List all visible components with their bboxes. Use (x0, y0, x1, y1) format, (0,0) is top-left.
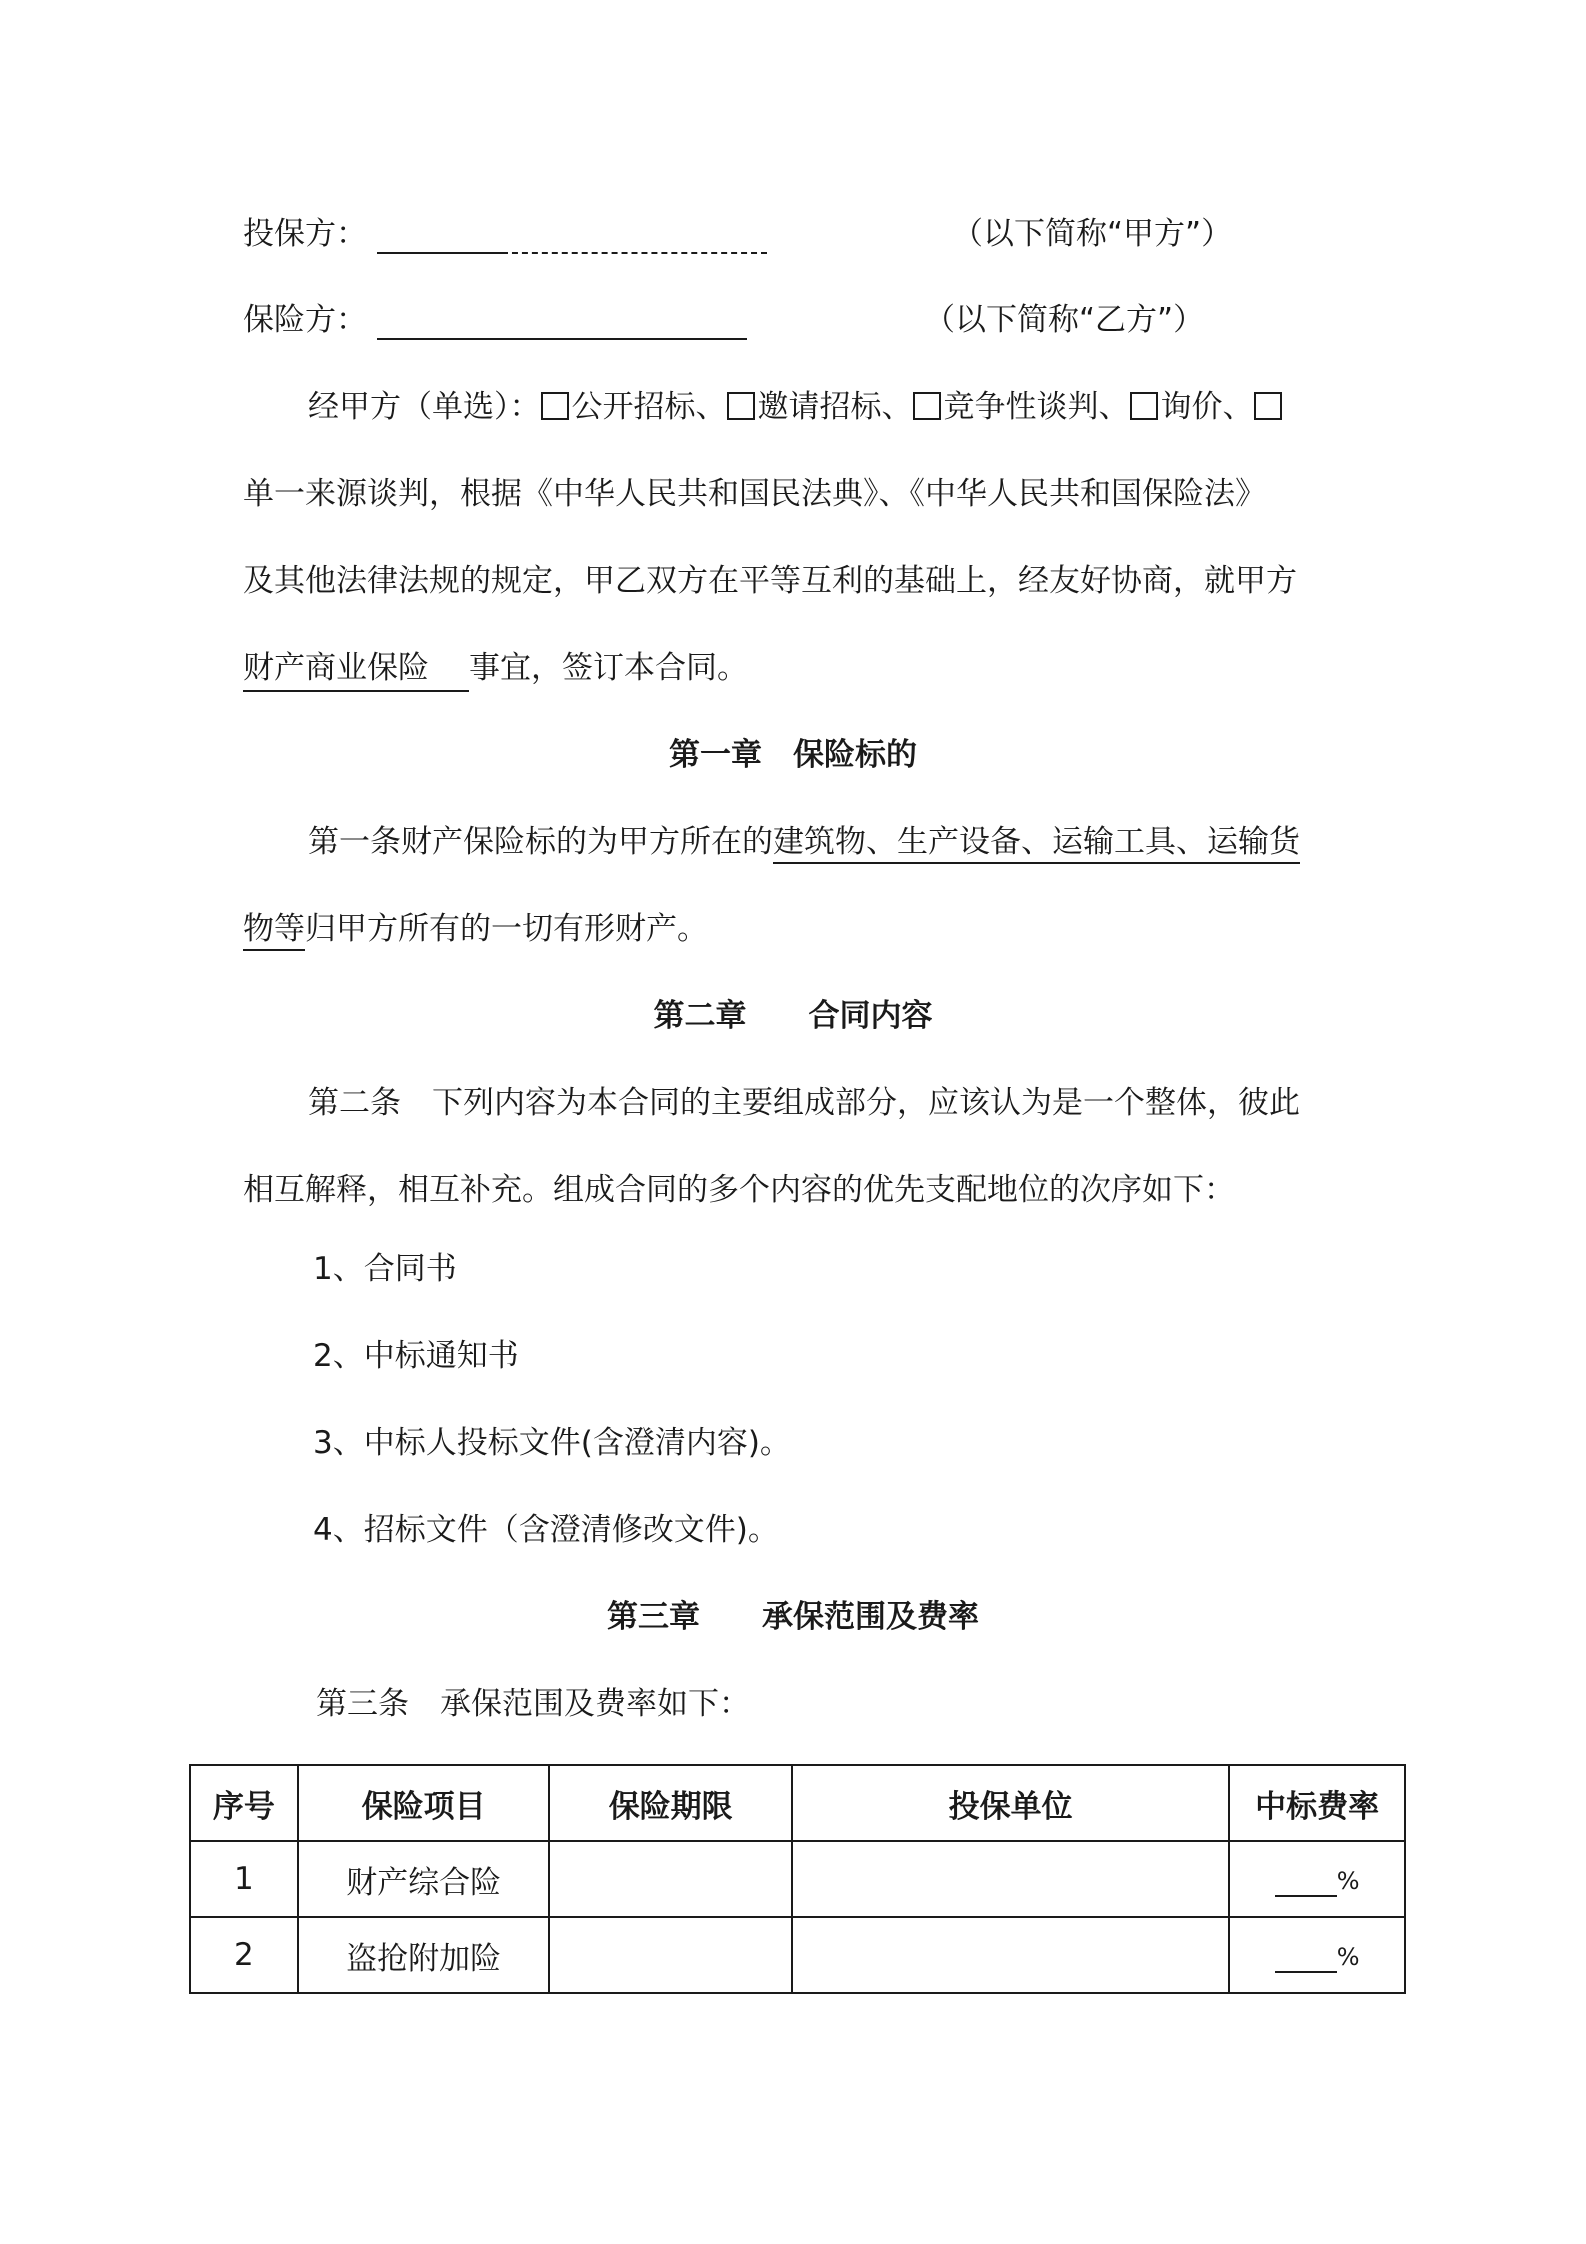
article-2-line-2: 相互解释，相互补充。组成合同的多个内容的优先支配地位的次序如下： (243, 1172, 1235, 1208)
option-checkbox-open-tender[interactable] (541, 392, 569, 420)
option-label-inquiry: 询价、 (1160, 389, 1254, 425)
cell-unit[interactable] (792, 1841, 1229, 1917)
intro-line-3: 及其他法律法规的规定，甲乙双方在平等互利的基础上，经友好协商，就甲方 (243, 563, 1297, 599)
article-1-line-2-underlined: 物等 (243, 911, 305, 951)
intro-line-1 (308, 387, 1285, 427)
percent-sign: % (1336, 1943, 1360, 1971)
party-b-line (243, 300, 747, 340)
list-item: 1、合同书 (313, 1251, 457, 1287)
party-a-line (243, 214, 767, 254)
party-b-label: 保险方： (243, 302, 367, 338)
article-1-prefix: 第一条财产保险标的为甲方所在的 (308, 824, 773, 860)
article-1-underlined: 建筑物、生产设备、运输工具、运输货 (773, 824, 1300, 864)
list-item: 3、中标人投标文件(含澄清内容)。 (313, 1425, 791, 1461)
party-a-label: 投保方： (243, 216, 367, 252)
intro-line-4 (243, 648, 748, 692)
option-label-invited-tender: 邀请招标、 (757, 389, 913, 425)
header-rate: 中标费率 (1229, 1765, 1405, 1841)
coverage-table (189, 1764, 1406, 1994)
insurance-subject: 财产商业保险 (243, 648, 469, 692)
article-1-line-1 (308, 822, 1300, 862)
cell-item: 财产综合险 (298, 1841, 550, 1917)
header-item: 保险项目 (298, 1765, 550, 1841)
party-b-suffix: （以下简称“乙方”） (924, 302, 1205, 338)
cell-period[interactable] (549, 1917, 792, 1993)
percent-sign: % (1336, 1867, 1360, 1895)
article-1-line-2 (243, 909, 708, 949)
option-checkbox-invited-tender[interactable] (727, 392, 755, 420)
table-row (190, 1917, 1405, 1993)
rate-blank[interactable] (1275, 1943, 1337, 1973)
list-item: 4、招标文件（含澄清修改文件)。 (313, 1512, 779, 1548)
chapter-2-title: 第二章 合同内容 (653, 998, 933, 1034)
intro-line-4-rest: 事宜，签订本合同。 (469, 650, 748, 686)
cell-rate[interactable] (1229, 1841, 1405, 1917)
article-2-line-1: 第二条 下列内容为本合同的主要组成部分，应该认为是一个整体，彼此 (308, 1085, 1300, 1121)
party-a-suffix: （以下简称“甲方”） (952, 216, 1233, 252)
option-checkbox-single-source[interactable] (1254, 392, 1282, 420)
table-header-row (190, 1765, 1405, 1841)
cell-no: 1 (190, 1841, 298, 1917)
rate-blank[interactable] (1275, 1867, 1337, 1897)
party-a-blank-1[interactable] (377, 218, 502, 254)
header-no: 序号 (190, 1765, 298, 1841)
intro-line-2: 单一来源谈判，根据《中华人民共和国民法典》、《中华人民共和国保险法》 (243, 476, 1266, 512)
option-checkbox-competitive-negotiation[interactable] (913, 392, 941, 420)
option-label-competitive-negotiation: 竞争性谈判、 (943, 389, 1130, 425)
party-a-blank-2[interactable] (502, 218, 767, 254)
cell-no: 2 (190, 1917, 298, 1993)
list-item: 2、中标通知书 (313, 1338, 519, 1374)
cell-rate[interactable] (1229, 1917, 1405, 1993)
option-label-open-tender: 公开招标、 (571, 389, 727, 425)
cell-unit[interactable] (792, 1917, 1229, 1993)
intro-prefix: 经甲方（单选）： (308, 389, 541, 425)
party-b-blank[interactable] (377, 304, 747, 340)
header-period: 保险期限 (549, 1765, 792, 1841)
article-1-line-2-rest: 归甲方所有的一切有形财产。 (305, 911, 708, 947)
chapter-1-title: 第一章 保险标的 (669, 737, 917, 773)
chapter-3-title: 第三章 承保范围及费率 (607, 1599, 979, 1635)
cell-period[interactable] (549, 1841, 792, 1917)
header-unit: 投保单位 (792, 1765, 1229, 1841)
article-3: 第三条 承保范围及费率如下： (316, 1686, 750, 1722)
cell-item: 盗抢附加险 (298, 1917, 550, 1993)
table-row (190, 1841, 1405, 1917)
option-checkbox-inquiry[interactable] (1130, 392, 1158, 420)
